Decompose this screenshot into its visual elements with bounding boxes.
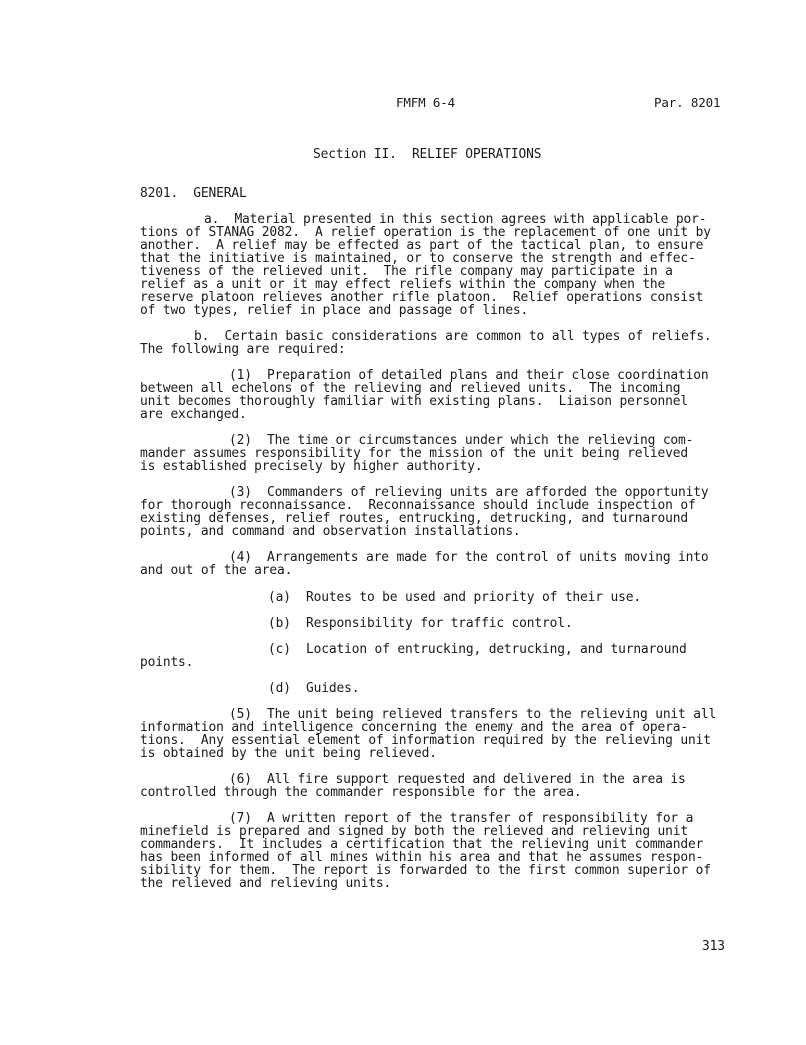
para-b-line: b. Certain basic considerations are common to all types of reliefs.	[194, 329, 712, 344]
item-1-line: (1) Preparation of detailed plans and their close coordination	[229, 368, 709, 383]
item-4-line: and out of the area.	[140, 563, 293, 578]
item-4-line: (4) Arrangements are made for the control of units moving into	[229, 550, 709, 565]
item-7-line: the relieved and relieving units.	[140, 876, 392, 891]
para-a-line: another. A relief may be effected as part of the tactical plan, to ensure	[140, 238, 704, 253]
paragraph-heading: 8201. GENERAL	[140, 186, 247, 201]
item-5-line: is obtained by the unit being relieved.	[140, 746, 437, 761]
para-a-line: tiveness of the relieved unit. The rifle company may participate in a	[140, 264, 673, 279]
item-7-line: (7) A written report of the transfer of responsibility for a	[229, 811, 694, 826]
item-4c: (c) Location of entrucking, detrucking, and turnaround	[268, 642, 687, 657]
para-a-line: of two types, relief in place and passage of lines.	[140, 303, 529, 318]
section-title: Section II. RELIEF OPERATIONS	[313, 147, 542, 162]
paragraph-reference: Par. 8201	[654, 95, 721, 110]
item-4c-continued: points.	[140, 655, 194, 670]
para-a-line: tions of STANAG 2082. A relief operation is the replacement of one unit by	[140, 225, 711, 240]
para-a-line: that the initiative is maintained, or to conserve the strength and effec-	[140, 251, 696, 266]
item-4b: (b) Responsibility for traffic control.	[268, 616, 573, 631]
item-7-line: has been informed of all mines within his area and that he assumes respon-	[140, 850, 704, 865]
item-1-line: between all echelons of the relieving and relieved units. The incoming	[140, 381, 681, 396]
item-5-line: (5) The unit being relieved transfers to the relieving unit all	[229, 707, 717, 722]
item-1-line: unit becomes thoroughly familiar with existing plans. Liaison personnel	[140, 394, 688, 409]
item-7-line: minefield is prepared and signed by both the relieved and relieving unit	[140, 824, 688, 839]
item-3-line: existing defenses, relief routes, entrucking, detrucking, and turnaround	[140, 511, 688, 526]
para-a-line: reserve platoon relieves another rifle platoon. Relief operations consist	[140, 290, 704, 305]
item-4a: (a) Routes to be used and priority of their use.	[268, 590, 641, 605]
item-7-line: commanders. It includes a certification that the relieving unit commander	[140, 837, 704, 852]
item-5-line: information and intelligence concerning the enemy and the area of opera-	[140, 720, 688, 735]
page-number: 313	[702, 939, 725, 954]
para-b-line: The following are required:	[140, 342, 346, 357]
item-3-line: for thorough reconnaissance. Reconnaissance should include inspection of	[140, 498, 696, 513]
item-2-line: (2) The time or circumstances under which the relieving com-	[229, 433, 694, 448]
para-a-line: relief as a unit or it may effect reliefs within the company when the	[140, 277, 666, 292]
para-a-line: a. Material presented in this section agrees with applicable por-	[204, 212, 707, 227]
document-id: FMFM 6-4	[396, 95, 456, 110]
item-3-line: points, and command and observation installations.	[140, 524, 521, 539]
item-5-line: tions. Any essential element of information required by the relieving unit	[140, 733, 711, 748]
item-2-line: is established precisely by higher authority.	[140, 459, 483, 474]
item-1-line: are exchanged.	[140, 407, 247, 422]
item-4d: (d) Guides.	[268, 681, 360, 696]
item-7-line: sibility for them. The report is forwarded to the first common superior of	[140, 863, 711, 878]
item-6-line: controlled through the commander responsible for the area.	[140, 785, 582, 800]
item-6-line: (6) All fire support requested and delivered in the area is	[229, 772, 686, 787]
item-3-line: (3) Commanders of relieving units are afforded the opportunity	[229, 485, 709, 500]
item-2-line: mander assumes responsibility for the mission of the unit being relieved	[140, 446, 688, 461]
